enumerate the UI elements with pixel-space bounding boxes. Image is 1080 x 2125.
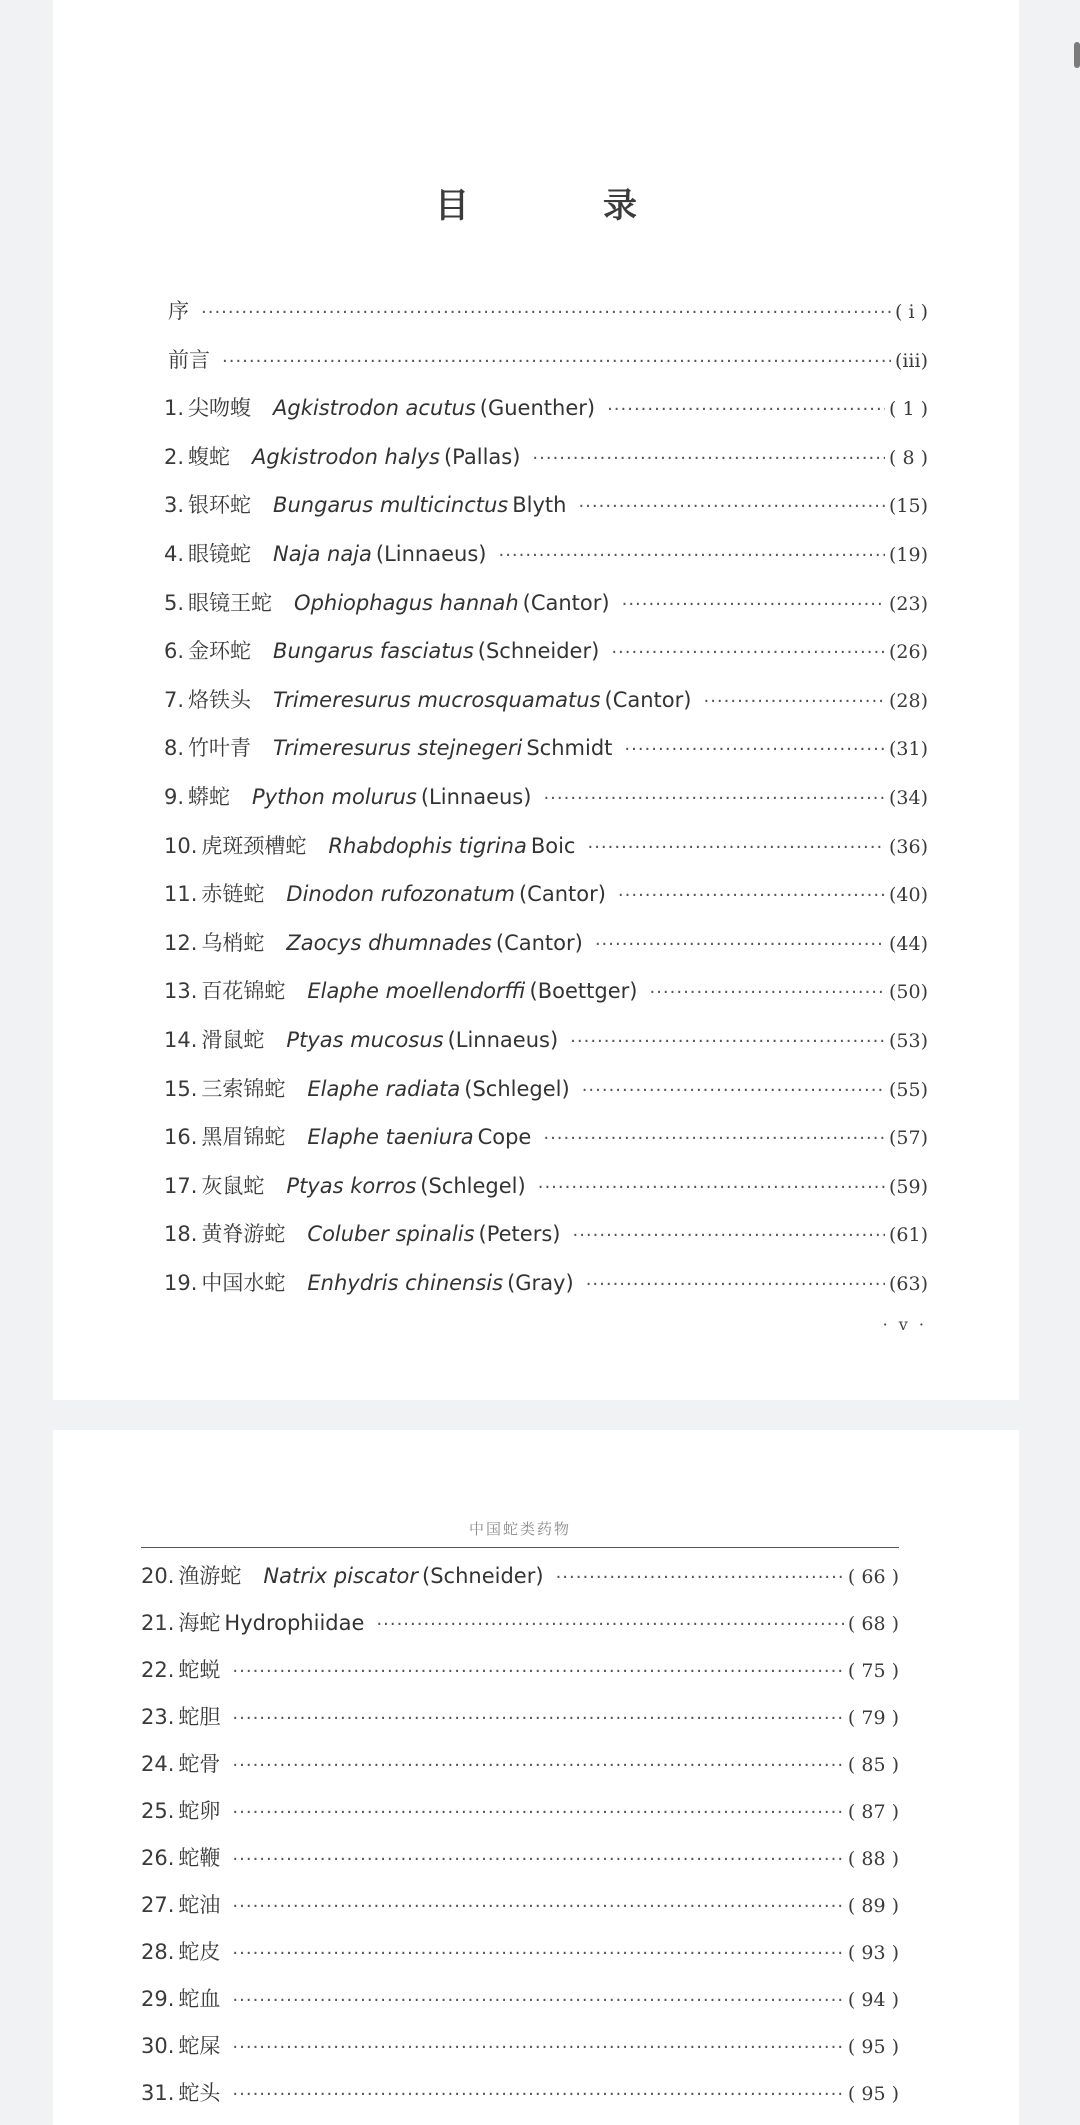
entry-authority: Hydrophiidae — [224, 1611, 365, 1635]
entry-number: 13. — [164, 979, 198, 1004]
entry-number: 1. — [164, 396, 185, 421]
dot-leader — [556, 1567, 844, 1588]
dot-leader — [587, 837, 885, 858]
entry-page-number: (23) — [888, 592, 928, 615]
entry-scientific-name: Elaphe radiata — [307, 1076, 461, 1101]
document-page-2 — [53, 1430, 1019, 2125]
dot-leader — [543, 1128, 885, 1149]
entry-scientific-name: Agkistrodon acutus — [273, 396, 476, 421]
dot-leader — [232, 1896, 844, 1917]
entry-authority: (Linnaeus) — [420, 784, 532, 809]
entry-page-number: (63) — [888, 1272, 928, 1295]
entry-authority: (Linnaeus) — [447, 1027, 559, 1052]
entry-chinese-name: 眼镜王蛇 — [188, 590, 273, 615]
entry-authority: Boic — [530, 833, 576, 858]
toc-entry[interactable] — [53, 538, 1019, 587]
entry-scientific-name: Bungarus fasciatus — [273, 639, 474, 664]
entry-authority: (Cantor) — [604, 687, 692, 712]
dot-leader — [498, 545, 885, 566]
entry-page-number: (59) — [888, 1175, 928, 1198]
toc-entry[interactable] — [53, 1267, 1019, 1316]
entry-chinese-name: 蟒蛇 — [188, 784, 231, 809]
entry-number: 11. — [164, 882, 198, 907]
toc-entry[interactable] — [53, 1842, 1019, 1889]
entry-chinese-name: 蛇卵 — [178, 1799, 221, 1823]
entry-chinese-name: 银环蛇 — [188, 493, 252, 518]
dot-leader — [201, 302, 891, 323]
entry-chinese-name: 蛇皮 — [178, 1940, 221, 1964]
toc-entry[interactable] — [53, 489, 1019, 538]
entry-scientific-name: Python molurus — [252, 784, 417, 809]
dot-leader — [578, 496, 885, 517]
entry-chinese-name: 竹叶青 — [188, 736, 252, 761]
entry-number: 27. — [141, 1893, 175, 1917]
entry-chinese-name: 蛇胆 — [178, 1705, 221, 1729]
entry-scientific-name: Elaphe taeniura — [307, 1125, 474, 1150]
dot-leader — [703, 691, 885, 712]
entry-number: 14. — [164, 1027, 198, 1052]
toc-list — [53, 1560, 1019, 2124]
entry-page-number: (19) — [888, 543, 928, 566]
toc-entry[interactable] — [53, 1560, 1019, 1607]
entry-chinese-name: 蛇油 — [178, 1893, 221, 1917]
entry-authority: (Cantor) — [518, 882, 606, 907]
page-title: 目 录 — [435, 186, 687, 226]
entry-page-number: ( 95 ) — [847, 2083, 899, 2105]
entry-page-number: (15) — [888, 495, 928, 518]
entry-scientific-name: Rhabdophis tigrina — [328, 833, 527, 858]
entry-page-number: ( 89 ) — [847, 1895, 899, 1917]
dot-leader — [232, 1943, 844, 1964]
entry-chinese-name: 眼镜蛇 — [188, 541, 252, 566]
entry-page-number: (26) — [888, 641, 928, 664]
entry-authority: Blyth — [512, 493, 567, 518]
entry-authority: (Cantor) — [522, 590, 610, 615]
toc-entry[interactable] — [53, 1024, 1019, 1073]
entry-page-number: (50) — [888, 981, 928, 1004]
toc-entry[interactable] — [53, 1654, 1019, 1701]
entry-chinese-name: 滑鼠蛇 — [201, 1027, 265, 1052]
entry-chinese-name: 三索锦蛇 — [201, 1076, 286, 1101]
entry-chinese-name: 虎斑颈槽蛇 — [201, 833, 307, 858]
dot-leader — [572, 1225, 885, 1246]
entry-number: 2. — [164, 444, 185, 469]
toc-list — [53, 295, 1019, 1315]
entry-authority: Cope — [477, 1125, 532, 1150]
entry-chinese-name: 海蛇 — [178, 1611, 221, 1635]
entry-chinese-name: 渔游蛇 — [178, 1564, 242, 1588]
entry-page-number: ( 87 ) — [847, 1801, 899, 1823]
scrollbar-thumb[interactable] — [1074, 42, 1080, 68]
entry-scientific-name: Agkistrodon halys — [252, 444, 440, 469]
toc-entry[interactable] — [53, 635, 1019, 684]
dot-leader — [232, 1708, 844, 1729]
entry-scientific-name: Ptyas mucosus — [286, 1027, 444, 1052]
toc-entry[interactable] — [53, 1121, 1019, 1170]
entry-chinese-name: 蛇蜕 — [178, 1658, 221, 1682]
entry-number: 16. — [164, 1125, 198, 1150]
entry-chinese-name: 百花锦蛇 — [201, 979, 286, 1004]
entry-scientific-name: Ptyas korros — [286, 1173, 417, 1198]
entry-number: 18. — [164, 1222, 198, 1247]
running-head: 中国蛇类药物 — [141, 1518, 899, 1548]
entry-number: 24. — [141, 1752, 175, 1776]
dot-leader — [538, 1177, 885, 1198]
entry-authority: (Guenther) — [479, 396, 596, 421]
dot-leader — [586, 1274, 885, 1295]
entry-scientific-name: Naja naja — [273, 541, 372, 566]
entry-number: 31. — [141, 2081, 175, 2105]
entry-chinese-name: 烙铁头 — [188, 687, 252, 712]
entry-authority: (Schneider) — [422, 1564, 544, 1588]
entry-number: 6. — [164, 639, 185, 664]
toc-entry[interactable] — [53, 878, 1019, 927]
entry-page-number: (31) — [888, 738, 928, 761]
entry-number: 5. — [164, 590, 185, 615]
entry-page-number: (55) — [888, 1078, 928, 1101]
entry-number: 20. — [141, 1564, 175, 1588]
entry-chinese-name: 蝮蛇 — [188, 444, 231, 469]
entry-scientific-name: Trimeresurus mucrosquamatus — [273, 687, 601, 712]
toc-entry[interactable] — [53, 1889, 1019, 1936]
entry-page-number: ( i ) — [895, 301, 928, 323]
dot-leader — [649, 982, 885, 1003]
entry-page-number: ( 79 ) — [847, 1707, 899, 1729]
dot-leader — [543, 788, 885, 809]
dot-leader — [532, 448, 885, 469]
entry-page-number: (36) — [888, 835, 928, 858]
entry-chinese-name: 金环蛇 — [188, 639, 252, 664]
entry-chinese-name: 赤链蛇 — [201, 882, 265, 907]
entry-authority: Schmidt — [526, 736, 613, 761]
entry-page-number: (40) — [888, 884, 928, 907]
entry-authority: (Schneider) — [477, 639, 600, 664]
entry-chinese-name: 尖吻蝮 — [188, 396, 252, 421]
entry-chinese-name: 序 — [168, 299, 189, 323]
dot-leader — [376, 1614, 844, 1635]
entry-chinese-name: 蛇血 — [178, 1987, 221, 2011]
dot-leader — [222, 351, 891, 372]
entry-page-number: ( 85 ) — [847, 1754, 899, 1776]
entry-page-number: ( 95 ) — [847, 2036, 899, 2058]
entry-chinese-name: 前言 — [168, 347, 210, 372]
entry-scientific-name: Elaphe moellendorffi — [307, 979, 526, 1004]
entry-number: 10. — [164, 833, 198, 858]
entry-scientific-name: Ophiophagus hannah — [294, 590, 519, 615]
entry-authority: (Schlegel) — [420, 1173, 526, 1198]
dot-leader — [595, 934, 885, 955]
entry-authority: (Linnaeus) — [375, 541, 487, 566]
toc-entry[interactable] — [53, 830, 1019, 879]
toc-entry[interactable] — [53, 2030, 1019, 2077]
entry-scientific-name: Zaocys dhumnades — [286, 930, 492, 955]
entry-page-number: ( 88 ) — [847, 1848, 899, 1870]
dot-leader — [607, 399, 885, 420]
entry-authority: (Gray) — [507, 1270, 574, 1295]
entry-authority: (Cantor) — [495, 930, 583, 955]
toc-entry[interactable] — [53, 392, 1019, 441]
entry-number: 23. — [141, 1705, 175, 1729]
dot-leader — [611, 642, 885, 663]
toc-entry[interactable] — [53, 1795, 1019, 1842]
entry-page-number: (34) — [888, 786, 928, 809]
entry-authority: (Pallas) — [443, 444, 521, 469]
entry-page-number: ( 1 ) — [889, 398, 928, 421]
entry-number: 21. — [141, 1611, 175, 1635]
entry-chinese-name: 灰鼠蛇 — [201, 1173, 265, 1198]
dot-leader — [618, 885, 885, 906]
toc-entry[interactable] — [53, 344, 1019, 393]
entry-number: 28. — [141, 1940, 175, 1964]
toc-entry[interactable] — [53, 1607, 1019, 1654]
toc-entry[interactable] — [53, 1701, 1019, 1748]
entry-chinese-name: 黄脊游蛇 — [201, 1222, 286, 1247]
page-number: · v · — [882, 1315, 927, 1334]
entry-chinese-name: 乌梢蛇 — [201, 930, 265, 955]
entry-authority: (Schlegel) — [464, 1076, 570, 1101]
dot-leader — [622, 594, 885, 615]
entry-page-number: ( 75 ) — [847, 1660, 899, 1682]
entry-number: 15. — [164, 1076, 198, 1101]
entry-scientific-name: Dinodon rufozonatum — [286, 882, 515, 907]
toc-entry[interactable] — [53, 927, 1019, 976]
entry-number: 29. — [141, 1987, 175, 2011]
entry-page-number: ( 68 ) — [847, 1613, 899, 1635]
entry-scientific-name: Natrix piscator — [263, 1564, 419, 1588]
toc-entry[interactable] — [53, 441, 1019, 490]
entry-number: 17. — [164, 1173, 198, 1198]
entry-scientific-name: Trimeresurus stejnegeri — [273, 736, 523, 761]
toc-entry[interactable] — [53, 587, 1019, 636]
document-page-1 — [53, 0, 1019, 1400]
entry-number: 3. — [164, 493, 185, 518]
toc-entry[interactable] — [53, 732, 1019, 781]
entry-chinese-name: 蛇骨 — [178, 1752, 221, 1776]
entry-number: 19. — [164, 1270, 198, 1295]
entry-number: 4. — [164, 541, 185, 566]
toc-entry[interactable] — [53, 684, 1019, 733]
entry-page-number: (iii) — [894, 349, 928, 372]
entry-authority: (Boettger) — [529, 979, 638, 1004]
dot-leader — [232, 1849, 844, 1870]
toc-entry[interactable] — [53, 1748, 1019, 1795]
dot-leader — [232, 1990, 844, 2011]
entry-page-number: (57) — [888, 1127, 928, 1150]
toc-entry[interactable] — [53, 781, 1019, 830]
entry-page-number: (44) — [888, 932, 928, 955]
toc-entry[interactable] — [53, 1218, 1019, 1267]
toc-entry[interactable] — [53, 1170, 1019, 1219]
entry-chinese-name: 蛇屎 — [178, 2034, 221, 2058]
dot-leader — [570, 1031, 885, 1052]
dot-leader — [232, 2084, 844, 2105]
entry-page-number: ( 66 ) — [847, 1566, 899, 1588]
entry-chinese-name: 中国水蛇 — [201, 1270, 286, 1295]
toc-entry[interactable] — [53, 295, 1019, 344]
toc-entry[interactable] — [53, 1073, 1019, 1122]
entry-number: 25. — [141, 1799, 175, 1823]
entry-number: 7. — [164, 687, 185, 712]
toc-entry[interactable] — [53, 1983, 1019, 2030]
dot-leader — [232, 2037, 844, 2058]
entry-page-number: (28) — [888, 689, 928, 712]
entry-page-number: (53) — [888, 1029, 928, 1052]
entry-chinese-name: 蛇头 — [178, 2081, 221, 2105]
dot-leader — [232, 1802, 844, 1823]
entry-chinese-name: 蛇鞭 — [178, 1846, 221, 1870]
entry-page-number: ( 8 ) — [889, 446, 928, 469]
entry-scientific-name: Bungarus multicinctus — [273, 493, 509, 518]
entry-chinese-name: 黑眉锦蛇 — [201, 1125, 286, 1150]
toc-entry[interactable] — [53, 975, 1019, 1024]
entry-number: 8. — [164, 736, 185, 761]
entry-number: 22. — [141, 1658, 175, 1682]
entry-number: 12. — [164, 930, 198, 955]
entry-scientific-name: Enhydris chinensis — [307, 1270, 504, 1295]
toc-entry[interactable] — [53, 1936, 1019, 1983]
entry-scientific-name: Coluber spinalis — [307, 1222, 475, 1247]
dot-leader — [232, 1661, 844, 1682]
entry-number: 30. — [141, 2034, 175, 2058]
dot-leader — [232, 1755, 844, 1776]
dot-leader — [624, 739, 885, 760]
toc-entry[interactable] — [53, 2077, 1019, 2124]
dot-leader — [582, 1080, 885, 1101]
entry-page-number: ( 94 ) — [847, 1989, 899, 2011]
entry-page-number: (61) — [888, 1224, 928, 1247]
entry-number: 26. — [141, 1846, 175, 1870]
entry-authority: (Peters) — [478, 1222, 561, 1247]
entry-page-number: ( 93 ) — [847, 1942, 899, 1964]
entry-number: 9. — [164, 784, 185, 809]
